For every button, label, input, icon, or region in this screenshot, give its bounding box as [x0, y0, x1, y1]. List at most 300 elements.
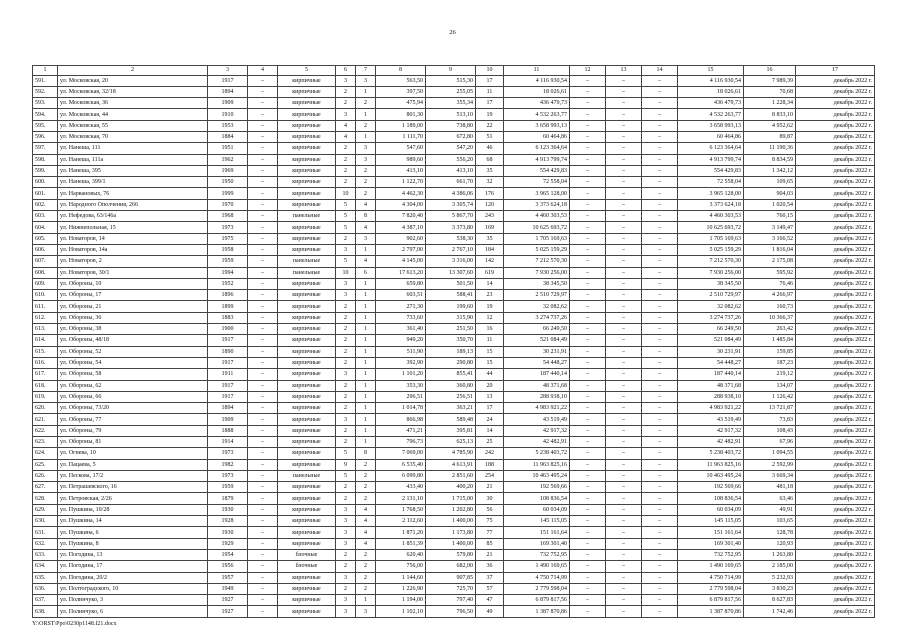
- cell-entrances: 4: [356, 538, 376, 549]
- cell-cost-fund: –: [570, 75, 606, 86]
- cell-cost-owners: 6 123 364,64: [678, 143, 744, 154]
- cell-row-number: 637.: [33, 595, 58, 606]
- cell-cost-owners: 42 917,32: [678, 425, 744, 436]
- cell-cost-other: –: [642, 470, 678, 481]
- table-row: [33, 606, 875, 617]
- cell-total-area: 4 462,30: [376, 188, 426, 199]
- cell-residential-area: 556,20: [426, 154, 476, 165]
- cell-floors: 2: [336, 177, 356, 188]
- table-row: [33, 369, 875, 380]
- table-row: [33, 549, 875, 560]
- cell-cost-fund: –: [570, 527, 606, 538]
- cell-cost-per-sqm: 120,93: [744, 538, 796, 549]
- cell-year-built: 1999: [208, 188, 248, 199]
- cell-residential-area: 725,70: [426, 583, 476, 594]
- cell-cost-other: –: [642, 425, 678, 436]
- cell-cost-owners: 436 479,73: [678, 98, 744, 109]
- cell-cost-other: –: [642, 572, 678, 583]
- cell-cost-owners: 1 490 169,65: [678, 561, 744, 572]
- cell-total-cost: 7 930 256,00: [504, 267, 570, 278]
- cell-residential-area: 579,80: [426, 549, 476, 560]
- cell-row-number: 613.: [33, 324, 58, 335]
- cell-floors: 2: [336, 437, 356, 448]
- cell-residents: 24: [476, 414, 504, 425]
- cell-planned-date: декабрь 2022 г.: [796, 357, 875, 368]
- cell-row-number: 617.: [33, 369, 58, 380]
- cell-wall-material: кирпичные: [278, 301, 336, 312]
- cell-cost-fund: –: [570, 346, 606, 357]
- cell-cost-per-sqm: 1 742,46: [744, 606, 796, 617]
- cell-cost-fund: –: [570, 403, 606, 414]
- table-row: [33, 538, 875, 549]
- cell-cost-other: –: [642, 380, 678, 391]
- cell-cost-owners: 151 161,64: [678, 527, 744, 538]
- cell-cost-budget: –: [606, 199, 642, 210]
- cell-planned-date: декабрь 2022 г.: [796, 527, 875, 538]
- cell-cost-per-sqm: 8 833,10: [744, 109, 796, 120]
- cell-residential-area: 2 767,10: [426, 244, 476, 255]
- table-row: [33, 86, 875, 97]
- cell-cost-per-sqm: 11 190,36: [744, 143, 796, 154]
- cell-cost-budget: –: [606, 414, 642, 425]
- cell-total-cost: 2 779 598,04: [504, 583, 570, 594]
- cell-wall-material: кирпичные: [278, 154, 336, 165]
- cell-row-number: 594.: [33, 109, 58, 120]
- cell-year-built: 1917: [208, 357, 248, 368]
- cell-total-area: 475,94: [376, 98, 426, 109]
- cell-wall-material: кирпичные: [278, 606, 336, 617]
- cell-planned-date: декабрь 2022 г.: [796, 369, 875, 380]
- cell-cost-owners: 4 750 714,99: [678, 572, 744, 583]
- cell-residents: 12: [476, 312, 504, 323]
- cell-total-area: 6 535,40: [376, 459, 426, 470]
- cell-total-cost: 192 569,66: [504, 482, 570, 493]
- cell-residents: 242: [476, 448, 504, 459]
- cell-floors: 2: [336, 335, 356, 346]
- cell-cost-per-sqm: 904,03: [744, 188, 796, 199]
- cell-residential-area: 4 613,91: [426, 459, 476, 470]
- cell-wall-material: панельные: [278, 470, 336, 481]
- cell-cost-fund: –: [570, 199, 606, 210]
- cell-year-built: 1890: [208, 346, 248, 357]
- cell-row-number: 624.: [33, 448, 58, 459]
- cell-floors: 5: [336, 211, 356, 222]
- cell-total-area: 1 111,70: [376, 131, 426, 142]
- cell-planned-date: декабрь 2022 г.: [796, 290, 875, 301]
- cell-cost-fund: –: [570, 414, 606, 425]
- cell-cost-per-sqm: 3 669,34: [744, 470, 796, 481]
- cell-floors: 2: [336, 380, 356, 391]
- cell-residential-area: 3 316,00: [426, 256, 476, 267]
- cell-cost-other: –: [642, 131, 678, 142]
- cell-residential-area: 189,13: [426, 346, 476, 357]
- cell-residential-area: 413,10: [426, 165, 476, 176]
- cell-floors: 2: [336, 561, 356, 572]
- cell-year-reconstructed: –: [248, 188, 278, 199]
- cell-wall-material: кирпичные: [278, 177, 336, 188]
- cell-wall-material: кирпичные: [278, 516, 336, 527]
- cell-residential-area: 395,81: [426, 425, 476, 436]
- cell-cost-per-sqm: 2 592,99: [744, 459, 796, 470]
- cell-total-area: 563,50: [376, 75, 426, 86]
- cell-year-built: 1928: [208, 516, 248, 527]
- housing-register-table: [32, 65, 875, 618]
- cell-cost-budget: –: [606, 188, 642, 199]
- cell-total-cost: 42 482,91: [504, 437, 570, 448]
- cell-address: ул. Нарвановых, 76: [58, 188, 208, 199]
- cell-total-area: 7 820,40: [376, 211, 426, 222]
- cell-entrances: 2: [356, 98, 376, 109]
- cell-year-reconstructed: –: [248, 86, 278, 97]
- cell-planned-date: декабрь 2022 г.: [796, 143, 875, 154]
- cell-year-built: 1917: [208, 335, 248, 346]
- cell-cost-budget: –: [606, 561, 642, 572]
- cell-cost-per-sqm: 160,73: [744, 301, 796, 312]
- cell-cost-fund: –: [570, 369, 606, 380]
- cell-cost-other: –: [642, 256, 678, 267]
- cell-cost-budget: –: [606, 244, 642, 255]
- cell-planned-date: декабрь 2022 г.: [796, 312, 875, 323]
- table-row: [33, 572, 875, 583]
- cell-total-area: 361,40: [376, 324, 426, 335]
- cell-wall-material: кирпичные: [278, 98, 336, 109]
- cell-row-number: 596.: [33, 131, 58, 142]
- cell-residents: 169: [476, 222, 504, 233]
- cell-wall-material: кирпичные: [278, 448, 336, 459]
- cell-address: ул. Петровская, 2/26: [58, 493, 208, 504]
- cell-row-number: 595.: [33, 120, 58, 131]
- cell-cost-budget: –: [606, 504, 642, 515]
- cell-cost-budget: –: [606, 595, 642, 606]
- cell-planned-date: декабрь 2022 г.: [796, 211, 875, 222]
- cell-entrances: 1: [356, 301, 376, 312]
- cell-cost-other: –: [642, 403, 678, 414]
- table-body: [33, 75, 875, 617]
- cell-cost-other: –: [642, 414, 678, 425]
- cell-address: ул. Московская, 36: [58, 98, 208, 109]
- cell-cost-fund: –: [570, 290, 606, 301]
- cell-year-built: 1917: [208, 75, 248, 86]
- cell-cost-owners: 60 464,86: [678, 131, 744, 142]
- cell-year-built: 1900: [208, 324, 248, 335]
- cell-residents: 20: [476, 380, 504, 391]
- cell-planned-date: декабрь 2022 г.: [796, 324, 875, 335]
- cell-entrances: 3: [356, 154, 376, 165]
- cell-entrances: 1: [356, 324, 376, 335]
- cell-cost-fund: –: [570, 448, 606, 459]
- cell-address: ул. Новаторов, 14а: [58, 244, 208, 255]
- cell-total-cost: 436 479,73: [504, 98, 570, 109]
- cell-residential-area: 547,20: [426, 143, 476, 154]
- cell-year-built: 1917: [208, 391, 248, 402]
- cell-address: ул. Обороны, 10: [58, 278, 208, 289]
- cell-entrances: 2: [356, 177, 376, 188]
- cell-entrances: 1: [356, 131, 376, 142]
- cell-entrances: 4: [356, 222, 376, 233]
- column-header-15: 15: [678, 66, 744, 76]
- table-row: [33, 143, 875, 154]
- cell-year-built: 1950: [208, 177, 248, 188]
- cell-cost-per-sqm: 128,78: [744, 527, 796, 538]
- cell-year-built: 1899: [208, 301, 248, 312]
- cell-year-built: 1973: [208, 470, 248, 481]
- cell-cost-other: –: [642, 561, 678, 572]
- cell-cost-other: –: [642, 482, 678, 493]
- cell-residents: 47: [476, 595, 504, 606]
- cell-cost-owners: 2 779 598,04: [678, 583, 744, 594]
- cell-year-reconstructed: –: [248, 516, 278, 527]
- cell-address: ул. Пушкина, 6: [58, 527, 208, 538]
- table-row: [33, 120, 875, 131]
- cell-residents: 14: [476, 425, 504, 436]
- cell-entrances: 1: [356, 109, 376, 120]
- cell-year-built: 1968: [208, 211, 248, 222]
- cell-wall-material: кирпичные: [278, 75, 336, 86]
- column-header-8: 8: [376, 66, 426, 76]
- cell-year-reconstructed: –: [248, 131, 278, 142]
- cell-year-built: 1909: [208, 414, 248, 425]
- cell-entrances: 2: [356, 583, 376, 594]
- cell-cost-fund: –: [570, 154, 606, 165]
- cell-cost-owners: 1 387 870,86: [678, 606, 744, 617]
- cell-cost-fund: –: [570, 572, 606, 583]
- cell-cost-other: –: [642, 437, 678, 448]
- cell-cost-other: –: [642, 120, 678, 131]
- cell-planned-date: декабрь 2022 г.: [796, 414, 875, 425]
- cell-residential-area: 199,60: [426, 301, 476, 312]
- table-row: [33, 165, 875, 176]
- cell-address: ул. Погодина, 17: [58, 561, 208, 572]
- cell-planned-date: декабрь 2022 г.: [796, 595, 875, 606]
- cell-wall-material: кирпичные: [278, 346, 336, 357]
- cell-cost-owners: 732 752,95: [678, 549, 744, 560]
- cell-residential-area: 2 851,60: [426, 470, 476, 481]
- cell-entrances: 1: [356, 357, 376, 368]
- cell-cost-other: –: [642, 290, 678, 301]
- cell-cost-owners: 7 930 256,00: [678, 267, 744, 278]
- cell-year-built: 1927: [208, 595, 248, 606]
- cell-floors: 5: [336, 199, 356, 210]
- cell-cost-other: –: [642, 109, 678, 120]
- table-row: [33, 233, 875, 244]
- cell-year-built: 1888: [208, 425, 248, 436]
- cell-cost-per-sqm: 595,92: [744, 267, 796, 278]
- cell-entrances: 2: [356, 120, 376, 131]
- cell-cost-owners: 187 440,14: [678, 369, 744, 380]
- cell-cost-per-sqm: 108,43: [744, 425, 796, 436]
- column-header-11: 11: [504, 66, 570, 76]
- cell-total-cost: 11 963 825,16: [504, 459, 570, 470]
- cell-cost-owners: 521 084,49: [678, 335, 744, 346]
- cell-residents: 21: [476, 549, 504, 560]
- cell-cost-other: –: [642, 504, 678, 515]
- cell-cost-fund: –: [570, 549, 606, 560]
- cell-cost-other: –: [642, 369, 678, 380]
- cell-year-reconstructed: –: [248, 165, 278, 176]
- cell-cost-fund: –: [570, 482, 606, 493]
- cell-wall-material: кирпичные: [278, 233, 336, 244]
- cell-residents: 49: [476, 606, 504, 617]
- cell-cost-owners: 60 034,09: [678, 504, 744, 515]
- cell-floors: 2: [336, 403, 356, 414]
- cell-residents: 44: [476, 369, 504, 380]
- cell-residents: 32: [476, 177, 504, 188]
- cell-planned-date: декабрь 2022 г.: [796, 98, 875, 109]
- cell-planned-date: декабрь 2022 г.: [796, 606, 875, 617]
- cell-planned-date: декабрь 2022 г.: [796, 482, 875, 493]
- cell-cost-budget: –: [606, 211, 642, 222]
- cell-cost-budget: –: [606, 346, 642, 357]
- cell-year-reconstructed: –: [248, 290, 278, 301]
- cell-floors: 2: [336, 346, 356, 357]
- cell-row-number: 609.: [33, 278, 58, 289]
- cell-planned-date: декабрь 2022 г.: [796, 256, 875, 267]
- table-row: [33, 391, 875, 402]
- cell-row-number: 626.: [33, 470, 58, 481]
- cell-wall-material: кирпичные: [278, 335, 336, 346]
- cell-cost-owners: 4 532 263,77: [678, 109, 744, 120]
- cell-cost-fund: –: [570, 391, 606, 402]
- cell-address: ул. Обороны, 73/20: [58, 403, 208, 414]
- cell-planned-date: декабрь 2022 г.: [796, 109, 875, 120]
- cell-cost-other: –: [642, 595, 678, 606]
- footer-file-path: Y:\ORST\Ppo\0230p1148.f21.docx: [32, 621, 117, 627]
- table-row: [33, 98, 875, 109]
- cell-entrances: 2: [356, 572, 376, 583]
- cell-wall-material: кирпичные: [278, 595, 336, 606]
- cell-address: ул. Нанеша, 111а: [58, 154, 208, 165]
- cell-cost-other: –: [642, 233, 678, 244]
- cell-year-built: 1970: [208, 199, 248, 210]
- cell-cost-budget: –: [606, 538, 642, 549]
- cell-cost-budget: –: [606, 549, 642, 560]
- cell-year-built: 1884: [208, 131, 248, 142]
- cell-row-number: 622.: [33, 425, 58, 436]
- table-row: [33, 583, 875, 594]
- cell-total-area: 7 069,00: [376, 448, 426, 459]
- cell-planned-date: декабрь 2022 г.: [796, 391, 875, 402]
- cell-residents: 11: [476, 335, 504, 346]
- cell-year-reconstructed: –: [248, 572, 278, 583]
- table-row: [33, 154, 875, 165]
- cell-wall-material: кирпичные: [278, 165, 336, 176]
- cell-residents: 77: [476, 527, 504, 538]
- cell-total-area: 271,30: [376, 301, 426, 312]
- cell-wall-material: кирпичные: [278, 312, 336, 323]
- cell-address: ул. Нанеша, 399/1: [58, 177, 208, 188]
- cell-year-built: 1958: [208, 244, 248, 255]
- cell-total-area: 603,51: [376, 290, 426, 301]
- cell-entrances: 2: [356, 493, 376, 504]
- cell-address: ул. Полтоградского, 10: [58, 583, 208, 594]
- cell-residential-area: 290,80: [426, 357, 476, 368]
- column-number-row: [33, 66, 875, 76]
- cell-address: ул. Пушкина, 14: [58, 516, 208, 527]
- cell-total-cost: 187 440,14: [504, 369, 570, 380]
- cell-year-built: 1951: [208, 143, 248, 154]
- cell-cost-per-sqm: 73,83: [744, 414, 796, 425]
- cell-cost-owners: 30 231,91: [678, 346, 744, 357]
- cell-total-cost: 10 625 693,72: [504, 222, 570, 233]
- cell-year-reconstructed: –: [248, 549, 278, 560]
- cell-residents: 17: [476, 75, 504, 86]
- cell-residential-area: 3 305,74: [426, 199, 476, 210]
- cell-residential-area: 255,05: [426, 86, 476, 97]
- cell-residents: 619: [476, 267, 504, 278]
- cell-total-cost: 169 301,40: [504, 538, 570, 549]
- cell-row-number: 605.: [33, 233, 58, 244]
- cell-cost-budget: –: [606, 131, 642, 142]
- cell-year-built: 1894: [208, 86, 248, 97]
- column-header-5: 5: [278, 66, 336, 76]
- cell-total-cost: 288 938,10: [504, 391, 570, 402]
- cell-cost-fund: –: [570, 538, 606, 549]
- cell-residents: 19: [476, 301, 504, 312]
- cell-address: ул. Погодина, 20/2: [58, 572, 208, 583]
- cell-cost-other: –: [642, 75, 678, 86]
- cell-floors: 4: [336, 131, 356, 142]
- cell-residential-area: 589,48: [426, 414, 476, 425]
- cell-total-area: 1 144,60: [376, 572, 426, 583]
- cell-cost-owners: 42 482,91: [678, 437, 744, 448]
- cell-planned-date: декабрь 2022 г.: [796, 154, 875, 165]
- cell-year-built: 1962: [208, 154, 248, 165]
- table-row: [33, 357, 875, 368]
- cell-floors: 3: [336, 244, 356, 255]
- cell-address: ул. Обороны, 58: [58, 369, 208, 380]
- cell-year-built: 1894: [208, 403, 248, 414]
- cell-cost-owners: 2 510 729,97: [678, 290, 744, 301]
- cell-cost-per-sqm: 4 952,62: [744, 120, 796, 131]
- cell-address: ул. Пескова, 17/2: [58, 470, 208, 481]
- cell-residents: 254: [476, 470, 504, 481]
- cell-cost-per-sqm: 3 166,52: [744, 233, 796, 244]
- cell-cost-per-sqm: 134,07: [744, 380, 796, 391]
- cell-row-number: 598.: [33, 154, 58, 165]
- cell-cost-owners: 3 965 128,00: [678, 188, 744, 199]
- cell-total-area: 397,50: [376, 86, 426, 97]
- cell-planned-date: декабрь 2022 г.: [796, 120, 875, 131]
- cell-year-built: 1957: [208, 572, 248, 583]
- table-row: [33, 177, 875, 188]
- cell-planned-date: декабрь 2022 г.: [796, 75, 875, 86]
- column-header-9: 9: [426, 66, 476, 76]
- cell-residential-area: 625,13: [426, 437, 476, 448]
- cell-cost-budget: –: [606, 606, 642, 617]
- cell-year-reconstructed: –: [248, 595, 278, 606]
- cell-residents: 188: [476, 459, 504, 470]
- cell-cost-per-sqm: 89,87: [744, 131, 796, 142]
- cell-year-reconstructed: –: [248, 538, 278, 549]
- cell-row-number: 611.: [33, 301, 58, 312]
- cell-row-number: 600.: [33, 177, 58, 188]
- cell-residential-area: 796,50: [426, 606, 476, 617]
- cell-cost-owners: 3 274 737,26: [678, 312, 744, 323]
- cell-total-area: 1 014,78: [376, 403, 426, 414]
- cell-row-number: 612.: [33, 312, 58, 323]
- cell-total-area: 756,00: [376, 561, 426, 572]
- cell-floors: 2: [336, 233, 356, 244]
- cell-wall-material: кирпичные: [278, 380, 336, 391]
- cell-cost-per-sqm: 760,15: [744, 211, 796, 222]
- cell-entrances: 1: [356, 595, 376, 606]
- cell-floors: 3: [336, 75, 356, 86]
- cell-cost-owners: 10 463 495,24: [678, 470, 744, 481]
- cell-year-reconstructed: –: [248, 346, 278, 357]
- cell-address: ул. Народного Ополчения, 266: [58, 199, 208, 210]
- cell-total-cost: 4 460 303,53: [504, 211, 570, 222]
- column-header-7: 7: [356, 66, 376, 76]
